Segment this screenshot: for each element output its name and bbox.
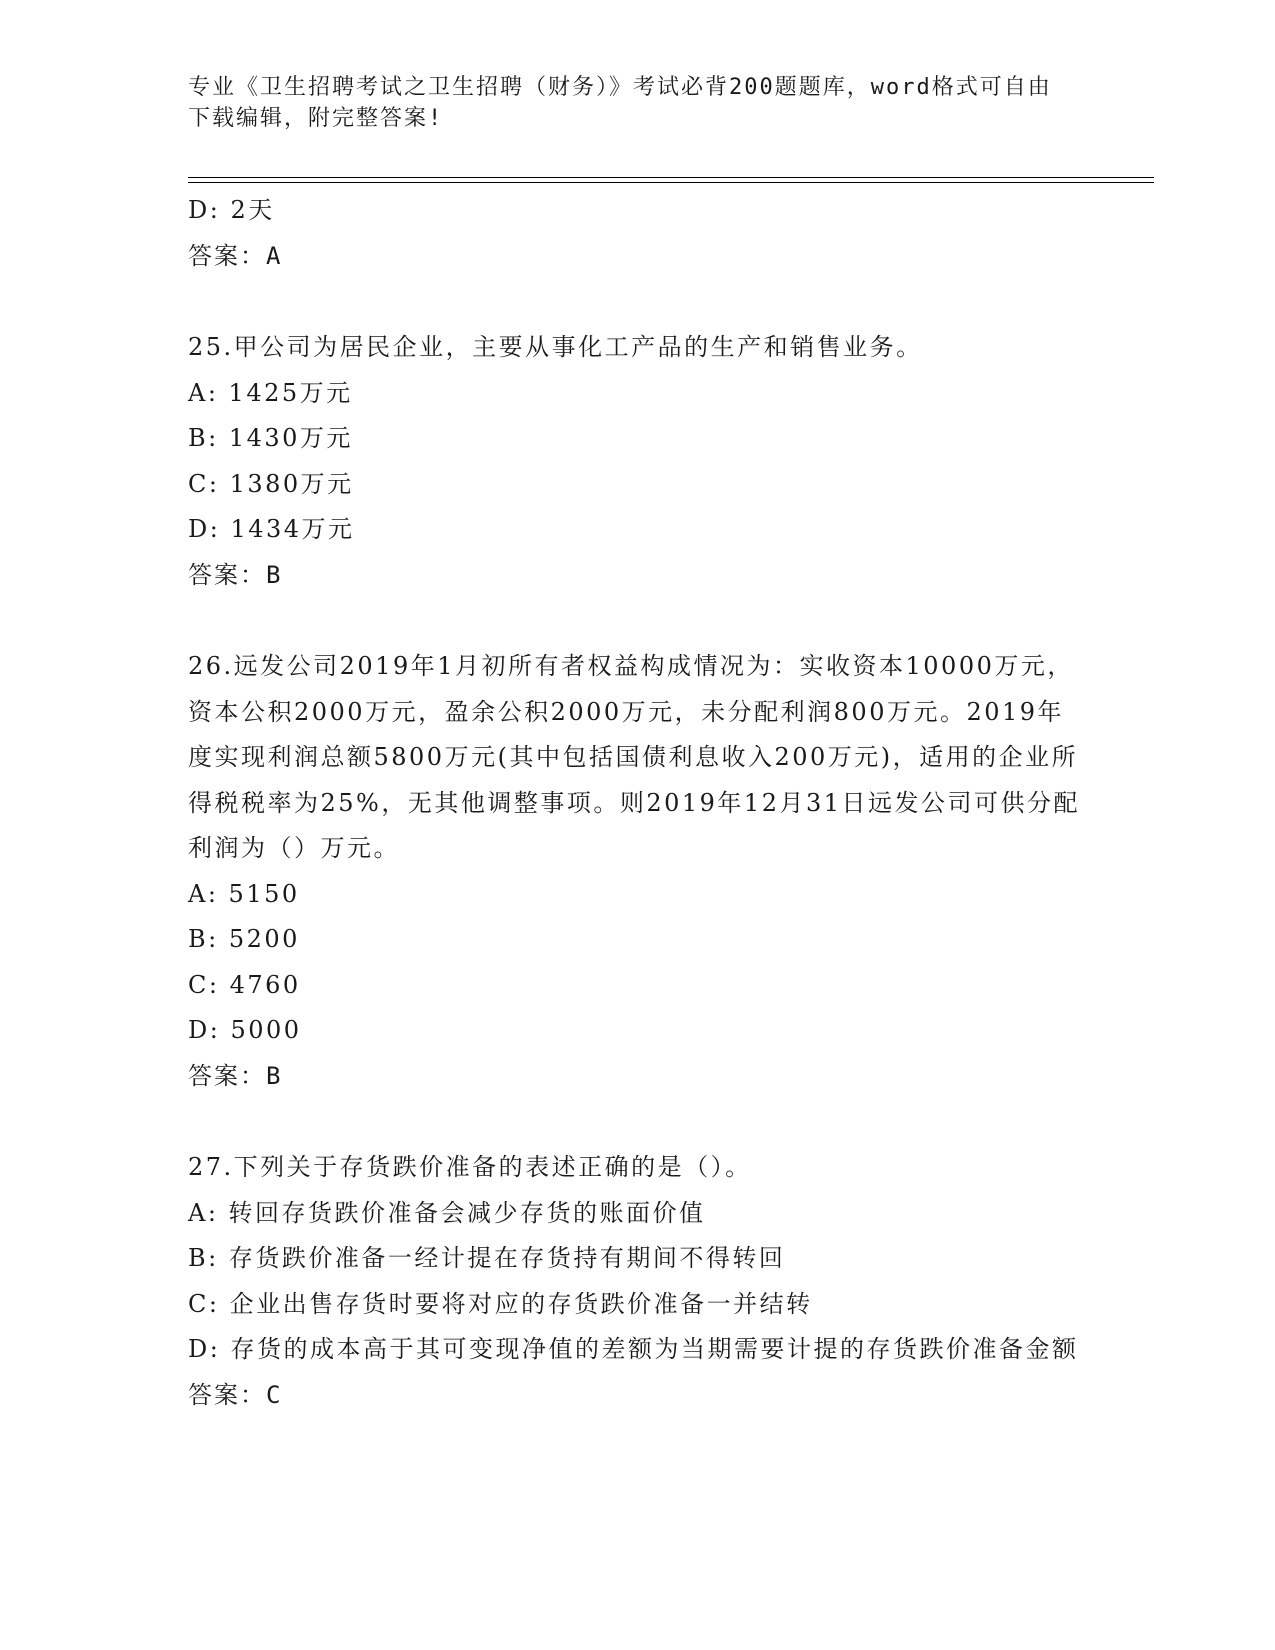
answer-value: B — [266, 1061, 283, 1090]
option-d: D: 5000 — [188, 1016, 302, 1044]
option-b: B: 1430万元 — [188, 424, 353, 452]
answer-line — [188, 1373, 1088, 1419]
option-a: A: 5150 — [188, 879, 300, 908]
option-a: A: 转回存货跌价准备会减少存货的账面价值 — [188, 1198, 706, 1227]
document-header: 专业《卫生招聘考试之卫生招聘（财务）》考试必背200题题库，word格式可自由下载编辑，附完整答案! — [188, 75, 1052, 131]
question-stem: 27.下列关于存货跌价准备的表述正确的是（）。 — [188, 1153, 752, 1181]
header-divider-bottom — [188, 182, 1154, 183]
previous-question-tail — [188, 188, 1088, 279]
answer-value: C — [266, 1380, 283, 1409]
answer-label: 答案： — [188, 560, 266, 589]
option-d: D: 2天 — [188, 196, 275, 224]
option-c: C: 4760 — [188, 970, 301, 999]
option-c: C: 1380万元 — [188, 469, 354, 498]
option-d: D: 1434万元 — [188, 515, 355, 543]
question-25 — [188, 325, 1088, 598]
question-stem: 25.甲公司为居民企业，主要从事化工产品的生产和销售业务。 — [188, 333, 923, 361]
answer-label: 答案： — [188, 1380, 266, 1409]
header-divider-top — [188, 177, 1154, 178]
answer-label: 答案： — [188, 241, 266, 270]
question-stem: 26.远发公司2019年1月初所有者权益构成情况为：实收资本10000万元，资本公积2000万元，盈余公积2000万元，未分配利润800万元。2019年度实现利润总额5800万元(其中包括国债利息收入200万元)，适用的企业所得税税率为25%，无其他调整事项。则2019年12月31日远发公司可供分配利润为（）万元。 — [188, 652, 1080, 862]
question-26 — [188, 644, 1088, 1099]
question-list — [188, 188, 1088, 1418]
option-d: D: 存货的成本高于其可变现净值的差额为当期需要计提的存货跌价准备金额 — [188, 1335, 1079, 1363]
option-a: A: 1425万元 — [188, 378, 353, 407]
question-27 — [188, 1145, 1088, 1418]
option-b: B: 存货跌价准备一经计提在存货持有期间不得转回 — [188, 1244, 786, 1272]
option-b: B: 5200 — [188, 925, 300, 953]
answer-line — [188, 234, 1088, 280]
answer-value: A — [266, 241, 283, 270]
answer-label: 答案： — [188, 1061, 266, 1090]
option-c: C: 企业出售存货时要将对应的存货跌价准备一并结转 — [188, 1289, 813, 1318]
answer-line — [188, 553, 1088, 599]
answer-line — [188, 1054, 1088, 1100]
answer-value: B — [266, 560, 283, 589]
